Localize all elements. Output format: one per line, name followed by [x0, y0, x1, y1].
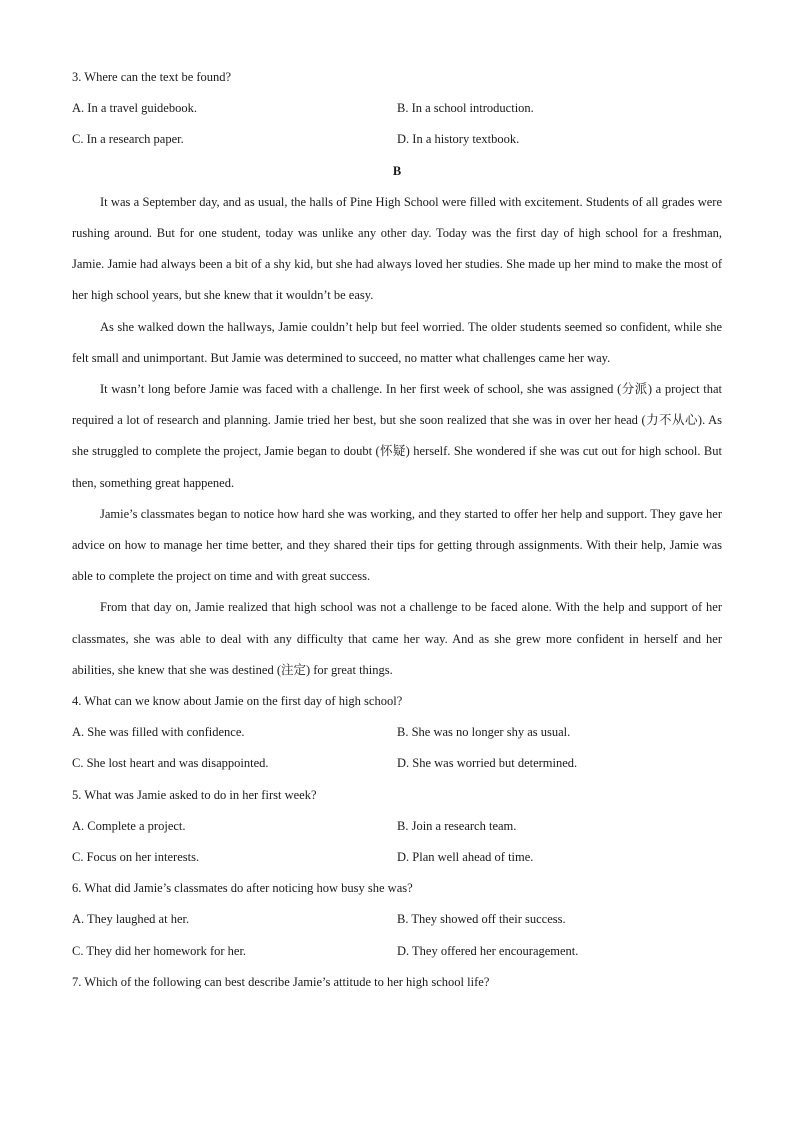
exam-page — [72, 62, 722, 998]
option-d[interactable]: D. She was worried but determined. — [397, 756, 578, 771]
option-b[interactable]: B. In a school introduction. — [397, 101, 534, 116]
option-a[interactable]: A. They laughed at her. — [72, 912, 190, 927]
option-d[interactable]: D. They offered her encouragement. — [397, 943, 579, 958]
option-b[interactable]: B. Join a research team. — [397, 818, 517, 833]
passage-paragraph-4: Jamie’s classmates began to notice how hard she was working, and they started to offer her help and support. They gave her advice on how to manage her time better, and they shared their tips for getting through assignments. With their help, Jamie was able to complete the project on time and with great success. — [72, 506, 722, 584]
passage-paragraph-3: It wasn’t long before Jamie was faced with a challenge. In her first week of school, she was assigned (分派) a project that required a lot of research and planning. Jamie tried her best, but she soon realized that she was in over her head (力不从心). As she struggled to complete the project, Jamie began to doubt (怀疑) herself. She wondered if she was cut out for high school. But then, something great happened. — [72, 381, 722, 490]
passage-paragraph-2: As she walked down the hallways, Jamie couldn’t help but feel worried. The older students seemed so confident, while she felt small and unimportant. But Jamie was determined to succeed, no matter what challenges came her way. — [72, 319, 722, 365]
question-6-options-row-2 — [72, 936, 722, 967]
question-6-options-row-1 — [72, 904, 722, 935]
option-d[interactable]: D. In a history textbook. — [397, 132, 520, 147]
question-5: 5. What was Jamie asked to do in her first week? — [72, 787, 317, 802]
passage-paragraph-5: From that day on, Jamie realized that high school was not a challenge to be faced alone. With the help and support of her classmates, she was able to deal with any difficulty that came her way. And as she grew more confident in herself and her abilities, she knew that she was destined (注定) for great things. — [72, 600, 722, 677]
question-5-options-row-1 — [72, 811, 722, 842]
question-3: 3. Where can the text be found? — [72, 70, 232, 84]
option-d[interactable]: D. Plan well ahead of time. — [397, 849, 534, 864]
option-c[interactable]: C. In a research paper. — [72, 132, 184, 147]
option-b[interactable]: B. She was no longer shy as usual. — [397, 725, 571, 740]
option-b[interactable]: B. They showed off their success. — [397, 912, 566, 927]
question-3-options-row-2 — [72, 124, 722, 155]
option-c[interactable]: C. They did her homework for her. — [72, 943, 247, 958]
option-a[interactable]: A. In a travel guidebook. — [72, 101, 197, 116]
option-a[interactable]: A. Complete a project. — [72, 818, 186, 833]
section-label: B — [392, 163, 402, 178]
question-4-options-row-1 — [72, 717, 722, 748]
question-7: 7. Which of the following can best describe Jamie’s attitude to her high school life? — [72, 974, 490, 989]
question-5-options-row-2 — [72, 842, 722, 873]
question-4: 4. What can we know about Jamie on the first day of high school? — [72, 694, 403, 708]
question-3-options-row-1 — [72, 93, 722, 124]
option-a[interactable]: A. She was filled with confidence. — [72, 725, 245, 740]
option-c[interactable]: C. Focus on her interests. — [72, 849, 200, 864]
passage-paragraph-1: It was a September day, and as usual, the halls of Pine High School were filled with excitement. Students of all grades were rushing around. But for one student, today was unlike any other day. Today was the first day of high school for a freshman, Jamie. Jamie had always been a bit of a shy kid, but she had always loved her studies. She made up her mind to make the most of her high school years, but she knew that it wouldn’t be easy. — [72, 194, 722, 303]
question-6: 6. What did Jamie’s classmates do after noticing how busy she was? — [72, 881, 413, 896]
question-4-options-row-2 — [72, 748, 722, 779]
option-c[interactable]: C. She lost heart and was disappointed. — [72, 756, 269, 771]
